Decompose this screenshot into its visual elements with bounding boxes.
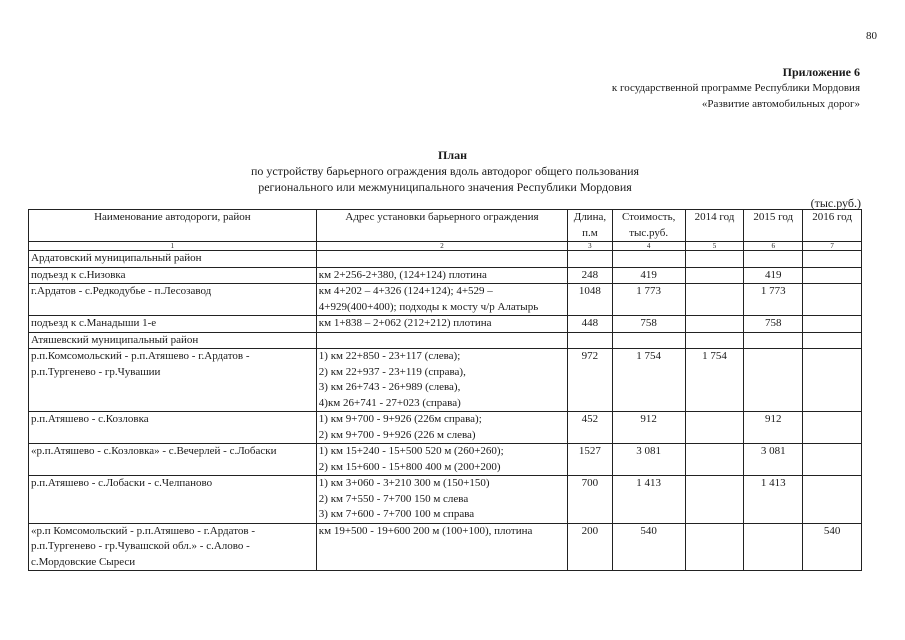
- cost-value: 1 754: [612, 349, 685, 412]
- address-line: 1) км 9+700 - 9+926 (226м справа);: [318, 413, 482, 425]
- value-2015: 1 773: [744, 284, 803, 316]
- length-value: 448: [568, 316, 613, 333]
- value-2014: [685, 412, 744, 444]
- barrier-address: км 19+500 - 19+600 200 м (100+100), плотина: [316, 523, 567, 571]
- header-2015: 2015 год: [744, 210, 803, 242]
- address-line: 1) км 15+240 - 15+500 520 м (260+260);: [318, 445, 504, 457]
- value-2016: [803, 284, 862, 316]
- header-2014: 2014 год: [685, 210, 744, 242]
- cost-value: 540: [612, 523, 685, 571]
- value-2014: 1 754: [685, 349, 744, 412]
- value-2016: [803, 412, 862, 444]
- district-name: Ардатовский муниципальный район: [29, 251, 317, 268]
- header-address: Адрес установки барьерного ограждения: [316, 210, 567, 242]
- value-2015: 3 081: [744, 444, 803, 476]
- value-2014: [685, 284, 744, 316]
- value-2015: [744, 523, 803, 571]
- cost-value: 1 413: [612, 476, 685, 524]
- address-line: 2) км 9+700 - 9+926 (226 м слева): [318, 428, 476, 441]
- units-label: (тыс.руб.): [810, 196, 861, 210]
- col-index: 1: [29, 242, 317, 251]
- table-row: [29, 444, 862, 476]
- road-name: «р.п Комсомольский - р.п.Атяшево - г.Ардатов - р.п.Тургенево - гр.Чувашской обл.» - с.Алово - с.Мордовские Сыреси: [29, 523, 317, 571]
- cost-value: 912: [612, 412, 685, 444]
- district-name: Атяшевский муниципальный район: [29, 332, 317, 349]
- barrier-address: км 4+202 – 4+326 (124+124); 4+529 – 4+929(400+400); подходы к мосту ч/р Алатырь: [316, 284, 567, 316]
- address-line: 1) км 22+850 - 23+117 (слева);: [318, 350, 461, 362]
- length-value: 200: [568, 523, 613, 571]
- appendix-title: Приложение 6: [782, 65, 860, 79]
- length-value: 700: [568, 476, 613, 524]
- barrier-address: км 2+256-2+380, (124+124) плотина: [316, 267, 567, 284]
- length-value: 452: [568, 412, 613, 444]
- road-name: р.п.Атяшево - с.Козловка: [29, 412, 317, 444]
- plan-title: План: [438, 148, 467, 162]
- address-line: 2) км 7+550 - 7+700 150 м слева: [318, 492, 469, 505]
- table-row: [29, 523, 862, 571]
- table-row: [29, 284, 862, 316]
- table-row: [29, 349, 862, 412]
- cost-value: 419: [612, 267, 685, 284]
- road-name: подъезд к с.Манадыши 1-е: [29, 316, 317, 333]
- value-2016: [803, 444, 862, 476]
- cost-value: 1 773: [612, 284, 685, 316]
- plan-subtitle-line2: регионального или межмуниципального значения Республики Мордовия: [258, 180, 632, 194]
- cost-value: 3 081: [612, 444, 685, 476]
- address-line: 2) км 15+600 - 15+800 400 м (200+200): [318, 460, 501, 473]
- length-value: 1527: [568, 444, 613, 476]
- address-line: 3) км 7+600 - 7+700 100 м справа: [318, 508, 475, 520]
- cost-value: 758: [612, 316, 685, 333]
- barrier-address: [316, 476, 567, 524]
- value-2014: [685, 316, 744, 333]
- barrier-address: [316, 444, 567, 476]
- plan-subtitle-line1: по устройству барьерного ограждения вдоль автодорог общего пользования: [250, 164, 640, 178]
- value-2015: 419: [744, 267, 803, 284]
- road-name: р.п.Атяшево - с.Лобаски - с.Челпаново: [29, 476, 317, 524]
- address-line: 2) км 22+937 - 23+119 (справа),: [318, 365, 466, 378]
- col-index: 2: [316, 242, 567, 251]
- value-2014: [685, 267, 744, 284]
- col-index: 7: [803, 242, 862, 251]
- barrier-address: км 1+838 – 2+062 (212+212) плотина: [316, 316, 567, 333]
- header-road: Наименование автодороги, район: [29, 210, 317, 242]
- header-length: Длина, п.м: [568, 210, 613, 242]
- table-header-row: [29, 210, 862, 242]
- district-row: [29, 251, 862, 268]
- value-2016: [803, 476, 862, 524]
- appendix-header: [612, 64, 860, 112]
- value-2014: [685, 476, 744, 524]
- col-index: 4: [612, 242, 685, 251]
- col-index: 6: [744, 242, 803, 251]
- district-row: [29, 332, 862, 349]
- length-value: 1048: [568, 284, 613, 316]
- value-2016: [803, 267, 862, 284]
- appendix-line2: «Развитие автомобильных дорог»: [701, 98, 860, 110]
- header-2016: 2016 год: [803, 210, 862, 242]
- col-index: 5: [685, 242, 744, 251]
- barrier-address: [316, 412, 567, 444]
- table-row: [29, 412, 862, 444]
- value-2015: 1 413: [744, 476, 803, 524]
- value-2015: 758: [744, 316, 803, 333]
- value-2015: [744, 349, 803, 412]
- length-value: 972: [568, 349, 613, 412]
- col-index: 3: [568, 242, 613, 251]
- column-index-row: [29, 242, 862, 251]
- length-value: 248: [568, 267, 613, 284]
- road-name: подъезд к с.Низовка: [29, 267, 317, 284]
- page-number: 80: [866, 30, 877, 42]
- appendix-line1: к государственной программе Республики Мордовия: [611, 82, 860, 94]
- road-name: р.п.Комсомольский - р.п.Атяшево - г.Ардатов - р.п.Тургенево - гр.Чувашии: [29, 349, 317, 412]
- value-2015: 912: [744, 412, 803, 444]
- road-name: г.Ардатов - с.Редкодубье - п.Лесозавод: [29, 284, 317, 316]
- barrier-plan-table: [28, 209, 862, 571]
- value-2016: [803, 316, 862, 333]
- table-row: [29, 316, 862, 333]
- road-name: «р.п.Атяшево - с.Козловка» - с.Вечерлей - с.Лобаски: [29, 444, 317, 476]
- barrier-address: [316, 349, 567, 412]
- value-2016: 540: [803, 523, 862, 571]
- value-2016: [803, 349, 862, 412]
- header-cost: Стоимость, тыс.руб.: [612, 210, 685, 242]
- address-line: 3) км 26+743 - 26+989 (слева),: [318, 381, 461, 393]
- table-row: [29, 267, 862, 284]
- value-2014: [685, 444, 744, 476]
- address-line: 4)км 26+741 - 27+023 (справа): [318, 396, 461, 409]
- plan-subtitle: [210, 163, 680, 195]
- address-line: 1) км 3+060 - 3+210 300 м (150+150): [318, 477, 490, 489]
- value-2014: [685, 523, 744, 571]
- table-row: [29, 476, 862, 524]
